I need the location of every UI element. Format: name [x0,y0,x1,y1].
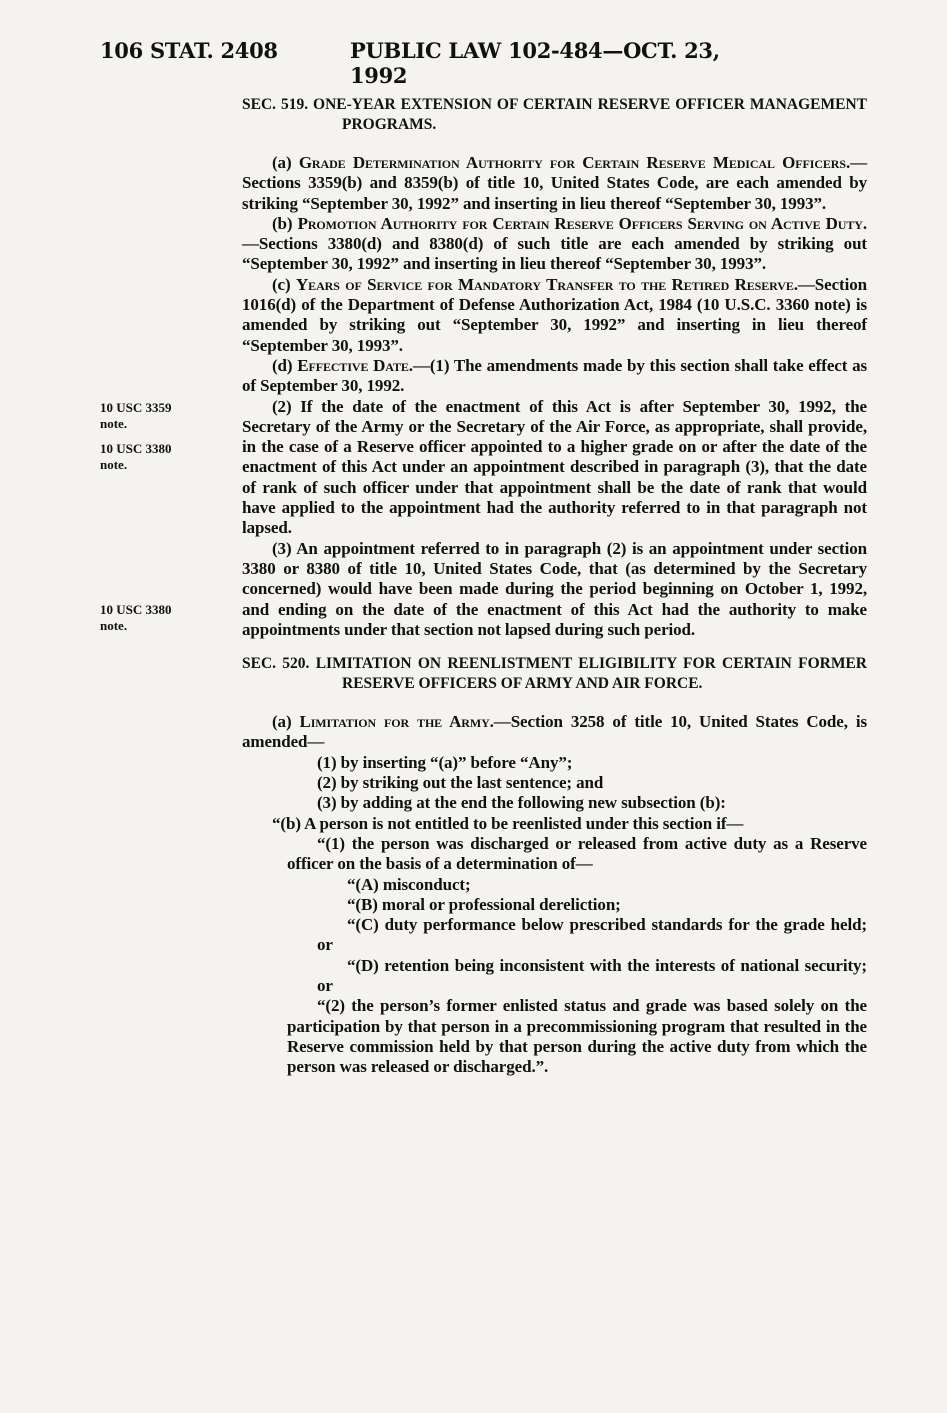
section-519-heading: SEC. 519. ONE-YEAR EXTENSION OF CERTAIN RESERVE OFFICER MANAGEMENT PROGRAMS. [242,96,867,133]
sec519-paragraph-d3: (3) An appointment referred to in paragraph (2) is an appointment under section 3380 or 8380 of title 10, United States Code, that (as determined by the Secretary concerned) would have been made during the period beginning on October 1, 1992, and ending on the date of the enactment of this Act had the authority to make appointments under that section not lapsed during such period. [242,538,867,639]
quoted-clause-C: “(C) duty performance below prescribed standards for the grade held; or [317,915,867,955]
quoted-clause-A: “(A) misconduct; [347,874,471,894]
quoted-paragraph-1: “(1) the person was discharged or released from active duty as a Reserve officer on the basis of a determination of— [287,833,867,874]
sec519-subsection-c: (c) Years of Service for Mandatory Transfer to the Retired Reserve.—Section 1016(d) of the Department of Defense Authorization Act, 1984 (10 U.S.C. 3360 note) is amended by striking out “September 30, 1992” and inserting in lieu thereof “September 30, 1993”. [242,274,867,355]
sec520-item-1: (1) by inserting “(a)” before “Any”; [317,752,573,772]
public-law-title: PUBLIC LAW 102-484—OCT. 23, 1992 [350,38,720,88]
section-520-heading: SEC. 520. LIMITATION ON REENLISTMENT ELIGIBILITY FOR CERTAIN FORMER RESERVE OFFICERS OF ARMY AND AIR FORCE. [242,655,867,693]
margin-note-3380-b: 10 USC 3380 note. [100,602,172,633]
margin-note-3380-a: 10 USC 3380 note. [100,441,172,472]
quoted-paragraph-2: “(2) the person’s former enlisted status and grade was based solely on the participation by that person in a precommissioning program that resulted in the Reserve commission held by that person during the active duty from which the person was released or discharged.”. [287,996,867,1077]
quoted-clause-D: “(D) retention being inconsistent with the interests of national security; or [317,955,867,995]
stat-page-number: 106 STAT. 2408 [100,38,278,63]
quoted-clause-B: “(B) moral or professional dereliction; [347,894,621,914]
quoted-subsection-b: “(b) A person is not entitled to be reenlisted under this section if— [272,813,744,833]
sec519-subsection-b: (b) Promotion Authority for Certain Reserve Officers Serving on Active Duty.—Sections 3380(d) and 8380(d) of such title are each amended by striking out “September 30, 1992” and inserting in lieu thereof “September 30, 1993”. [242,213,867,274]
sec519-paragraph-d2: (2) If the date of the enactment of this Act is after September 30, 1992, the Secretary of the Army or the Secretary of the Air Force, as appropriate, shall provide, in the case of a Reserve officer appointed to a higher grade on or after the date of the enactment of this Act under an appointment described in paragraph (3), that the date of rank of such officer under that appointment shall be the date of rank that would have applied to the appointment had the authority referred to in that paragraph not lapsed. [242,396,867,538]
sec520-item-3: (3) by adding at the end the following new subsection (b): [317,793,726,813]
sec520-item-2: (2) by striking out the last sentence; and [317,773,604,793]
sec519-subsection-a: (a) Grade Determination Authority for Certain Reserve Medical Officers.—Sections 3359(b) and 8359(b) of title 10, United States Code, are each amended by striking “September 30, 1992” and inserting in lieu thereof “September 30, 1993”. [242,153,867,213]
body-text [242,95,867,1077]
sec519-subsection-d: (d) Effective Date.—(1) The amendments made by this section shall take effect as of September 30, 1992. [242,355,867,396]
sec520-subsection-a: (a) Limitation for the Army.—Section 3258 of title 10, United States Code, is amended— [242,712,867,752]
margin-note-3359: 10 USC 3359 note. [100,400,172,431]
